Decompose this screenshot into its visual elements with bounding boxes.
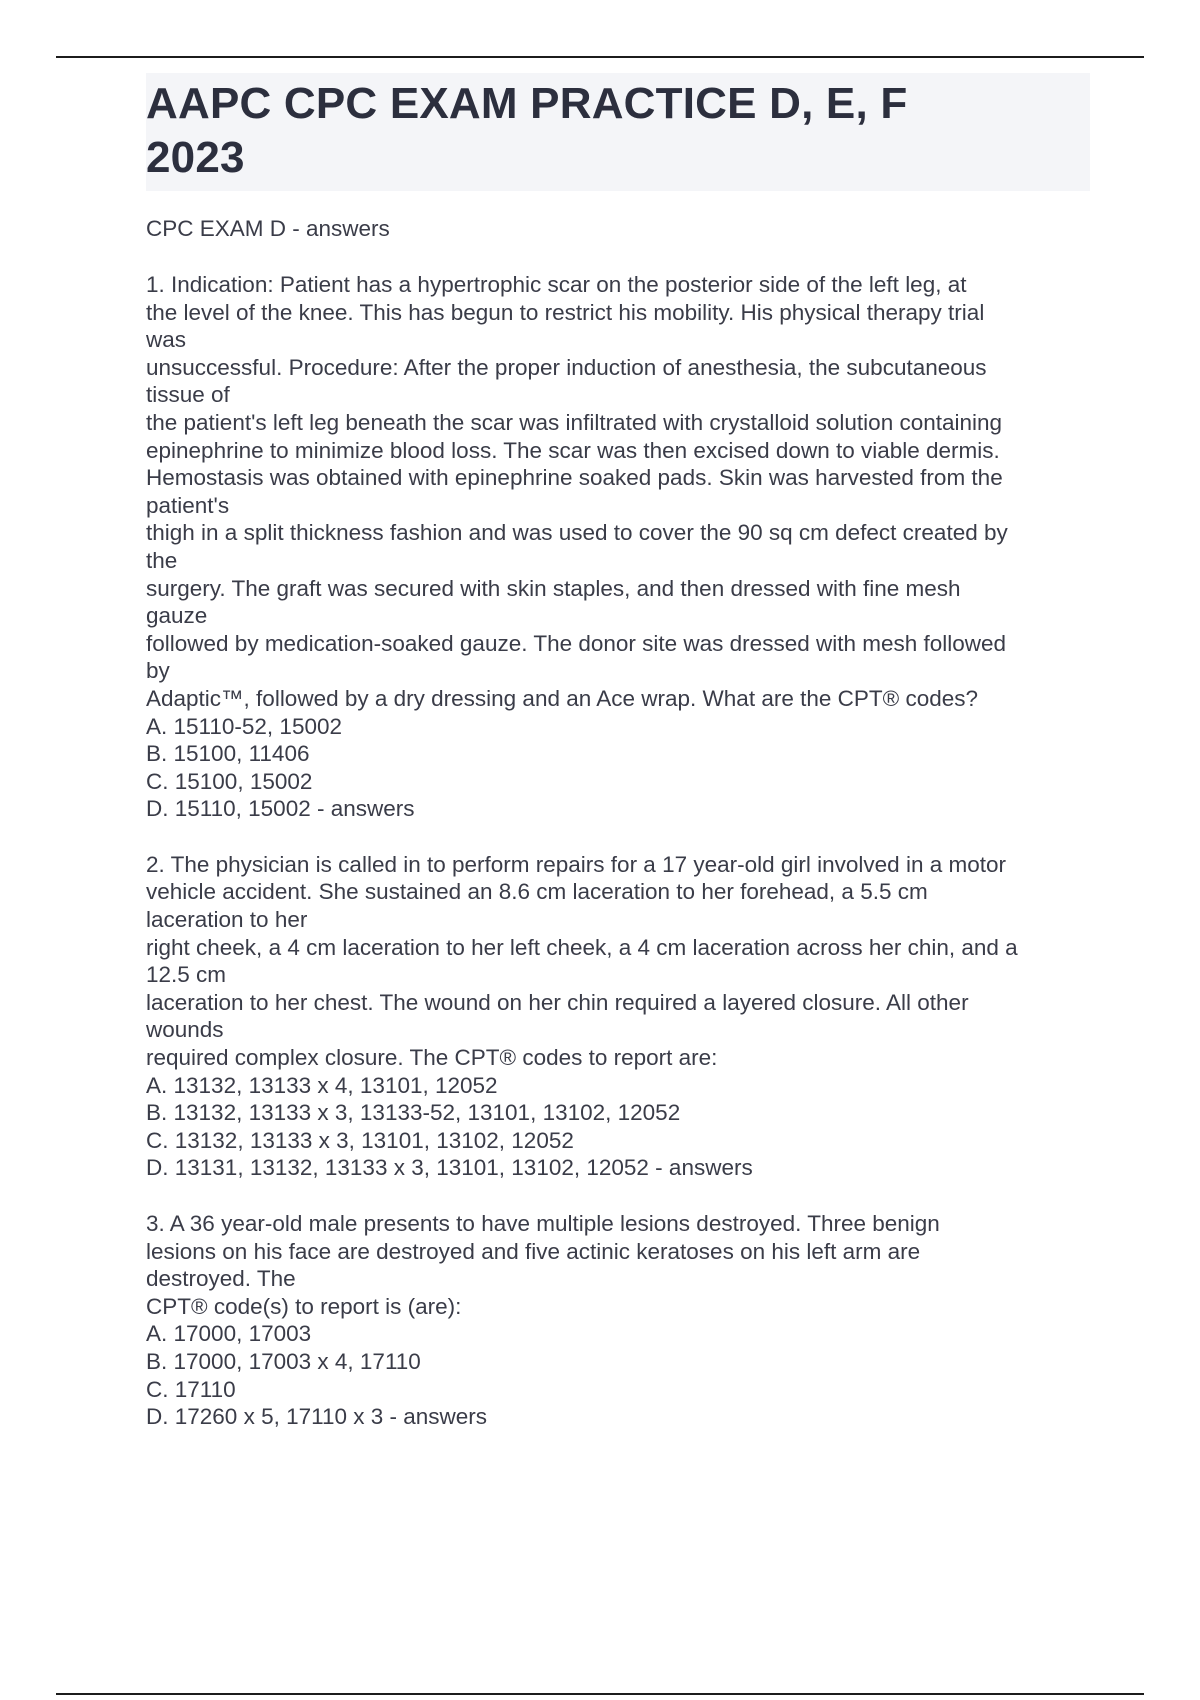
question-line: 1. Indication: Patient has a hypertrophic scar on the posterior side of the left leg, at (146, 272, 967, 297)
question-line: followed by medication-soaked gauze. The donor site was dressed with mesh followed (146, 630, 1007, 656)
answer-option-d: D. 17260 x 5, 17110 x 3 - answers (146, 1404, 488, 1430)
question-line: vehicle accident. She sustained an 8.6 cm laceration to her forehead, a 5.5 cm (146, 879, 928, 905)
question-line: lesions on his face are destroyed and five actinic keratoses on his left arm are (146, 1238, 921, 1264)
title-block (146, 73, 1090, 191)
question-line: surgery. The graft was secured with skin staples, and then dressed with fine mesh (146, 575, 961, 601)
question-line: Adaptic™, followed by a dry dressing and an Ace wrap. What are the CPT® codes? (146, 685, 979, 711)
document-page (146, 73, 1090, 1459)
question-line: epinephrine to minimize blood loss. The scar was then excised down to viable dermis. (146, 437, 1000, 463)
question-line: right cheek, a 4 cm laceration to her left cheek, a 4 cm laceration across her chin, and a (146, 934, 1018, 960)
answer-option-c: C. 13132, 13133 x 3, 13101, 13102, 12052 (146, 1127, 574, 1153)
document-title (146, 75, 1090, 189)
answer-option-d: D. 13131, 13132, 13133 x 3, 13101, 13102, 12052 - answers (146, 1155, 753, 1181)
question-line: CPT® code(s) to report is (are): (146, 1293, 462, 1319)
question-line: 2. The physician is called in to perform repairs for a 17 year-old girl involved in a motor (146, 851, 1006, 877)
question-line: destroyed. The (146, 1266, 296, 1292)
answer-option-a: A. 17000, 17003 (146, 1321, 312, 1347)
top-rule (56, 56, 1144, 58)
bottom-rule (56, 1693, 1144, 1695)
answer-option-a: A. 13132, 13133 x 4, 13101, 12052 (146, 1072, 498, 1098)
answer-option-c: C. 17110 (146, 1376, 236, 1402)
question-line: by (146, 658, 170, 684)
question-line: laceration to her (146, 907, 308, 933)
title-line-1: AAPC CPC EXAM PRACTICE D, E, F (146, 79, 908, 128)
question-line: patient's (146, 492, 230, 518)
answer-option-b: B. 17000, 17003 x 4, 17110 (146, 1348, 421, 1374)
title-line-2: 2023 (146, 133, 245, 182)
question-line: the (146, 547, 178, 573)
question-1 (146, 271, 1090, 823)
question-line: the patient's left leg beneath the scar was infiltrated with crystalloid solution containing (146, 409, 1003, 435)
answer-option-b: B. 15100, 11406 (146, 741, 310, 767)
question-line: laceration to her chest. The wound on her chin required a layered closure. All other (146, 989, 969, 1015)
question-line: was (146, 327, 187, 353)
question-2 (146, 851, 1090, 1182)
answer-option-a: A. 15110-52, 15002 (146, 713, 342, 739)
answer-option-c: C. 15100, 15002 (146, 768, 313, 794)
question-line: thigh in a split thickness fashion and was used to cover the 90 sq cm defect created by (146, 520, 1008, 546)
question-line: required complex closure. The CPT® codes to report are: (146, 1045, 718, 1071)
answer-option-b: B. 13132, 13133 x 3, 13133-52, 13101, 13102, 12052 (146, 1100, 681, 1126)
question-line: the level of the knee. This has begun to restrict his mobility. His physical therapy trial (146, 299, 985, 325)
question-3 (146, 1210, 1090, 1431)
question-line: tissue of (146, 382, 230, 408)
question-line: gauze (146, 603, 208, 629)
question-line: Hemostasis was obtained with epinephrine soaked pads. Skin was harvested from the (146, 465, 1003, 491)
question-line: 12.5 cm (146, 962, 227, 988)
question-line: 3. A 36 year-old male presents to have multiple lesions destroyed. Three benign (146, 1211, 940, 1236)
question-line: unsuccessful. Procedure: After the proper induction of anesthesia, the subcutaneous (146, 354, 987, 380)
answer-option-d: D. 15110, 15002 - answers (146, 796, 415, 822)
section-subtitle: CPC EXAM D - answers (146, 216, 390, 241)
question-line: wounds (146, 1017, 224, 1043)
